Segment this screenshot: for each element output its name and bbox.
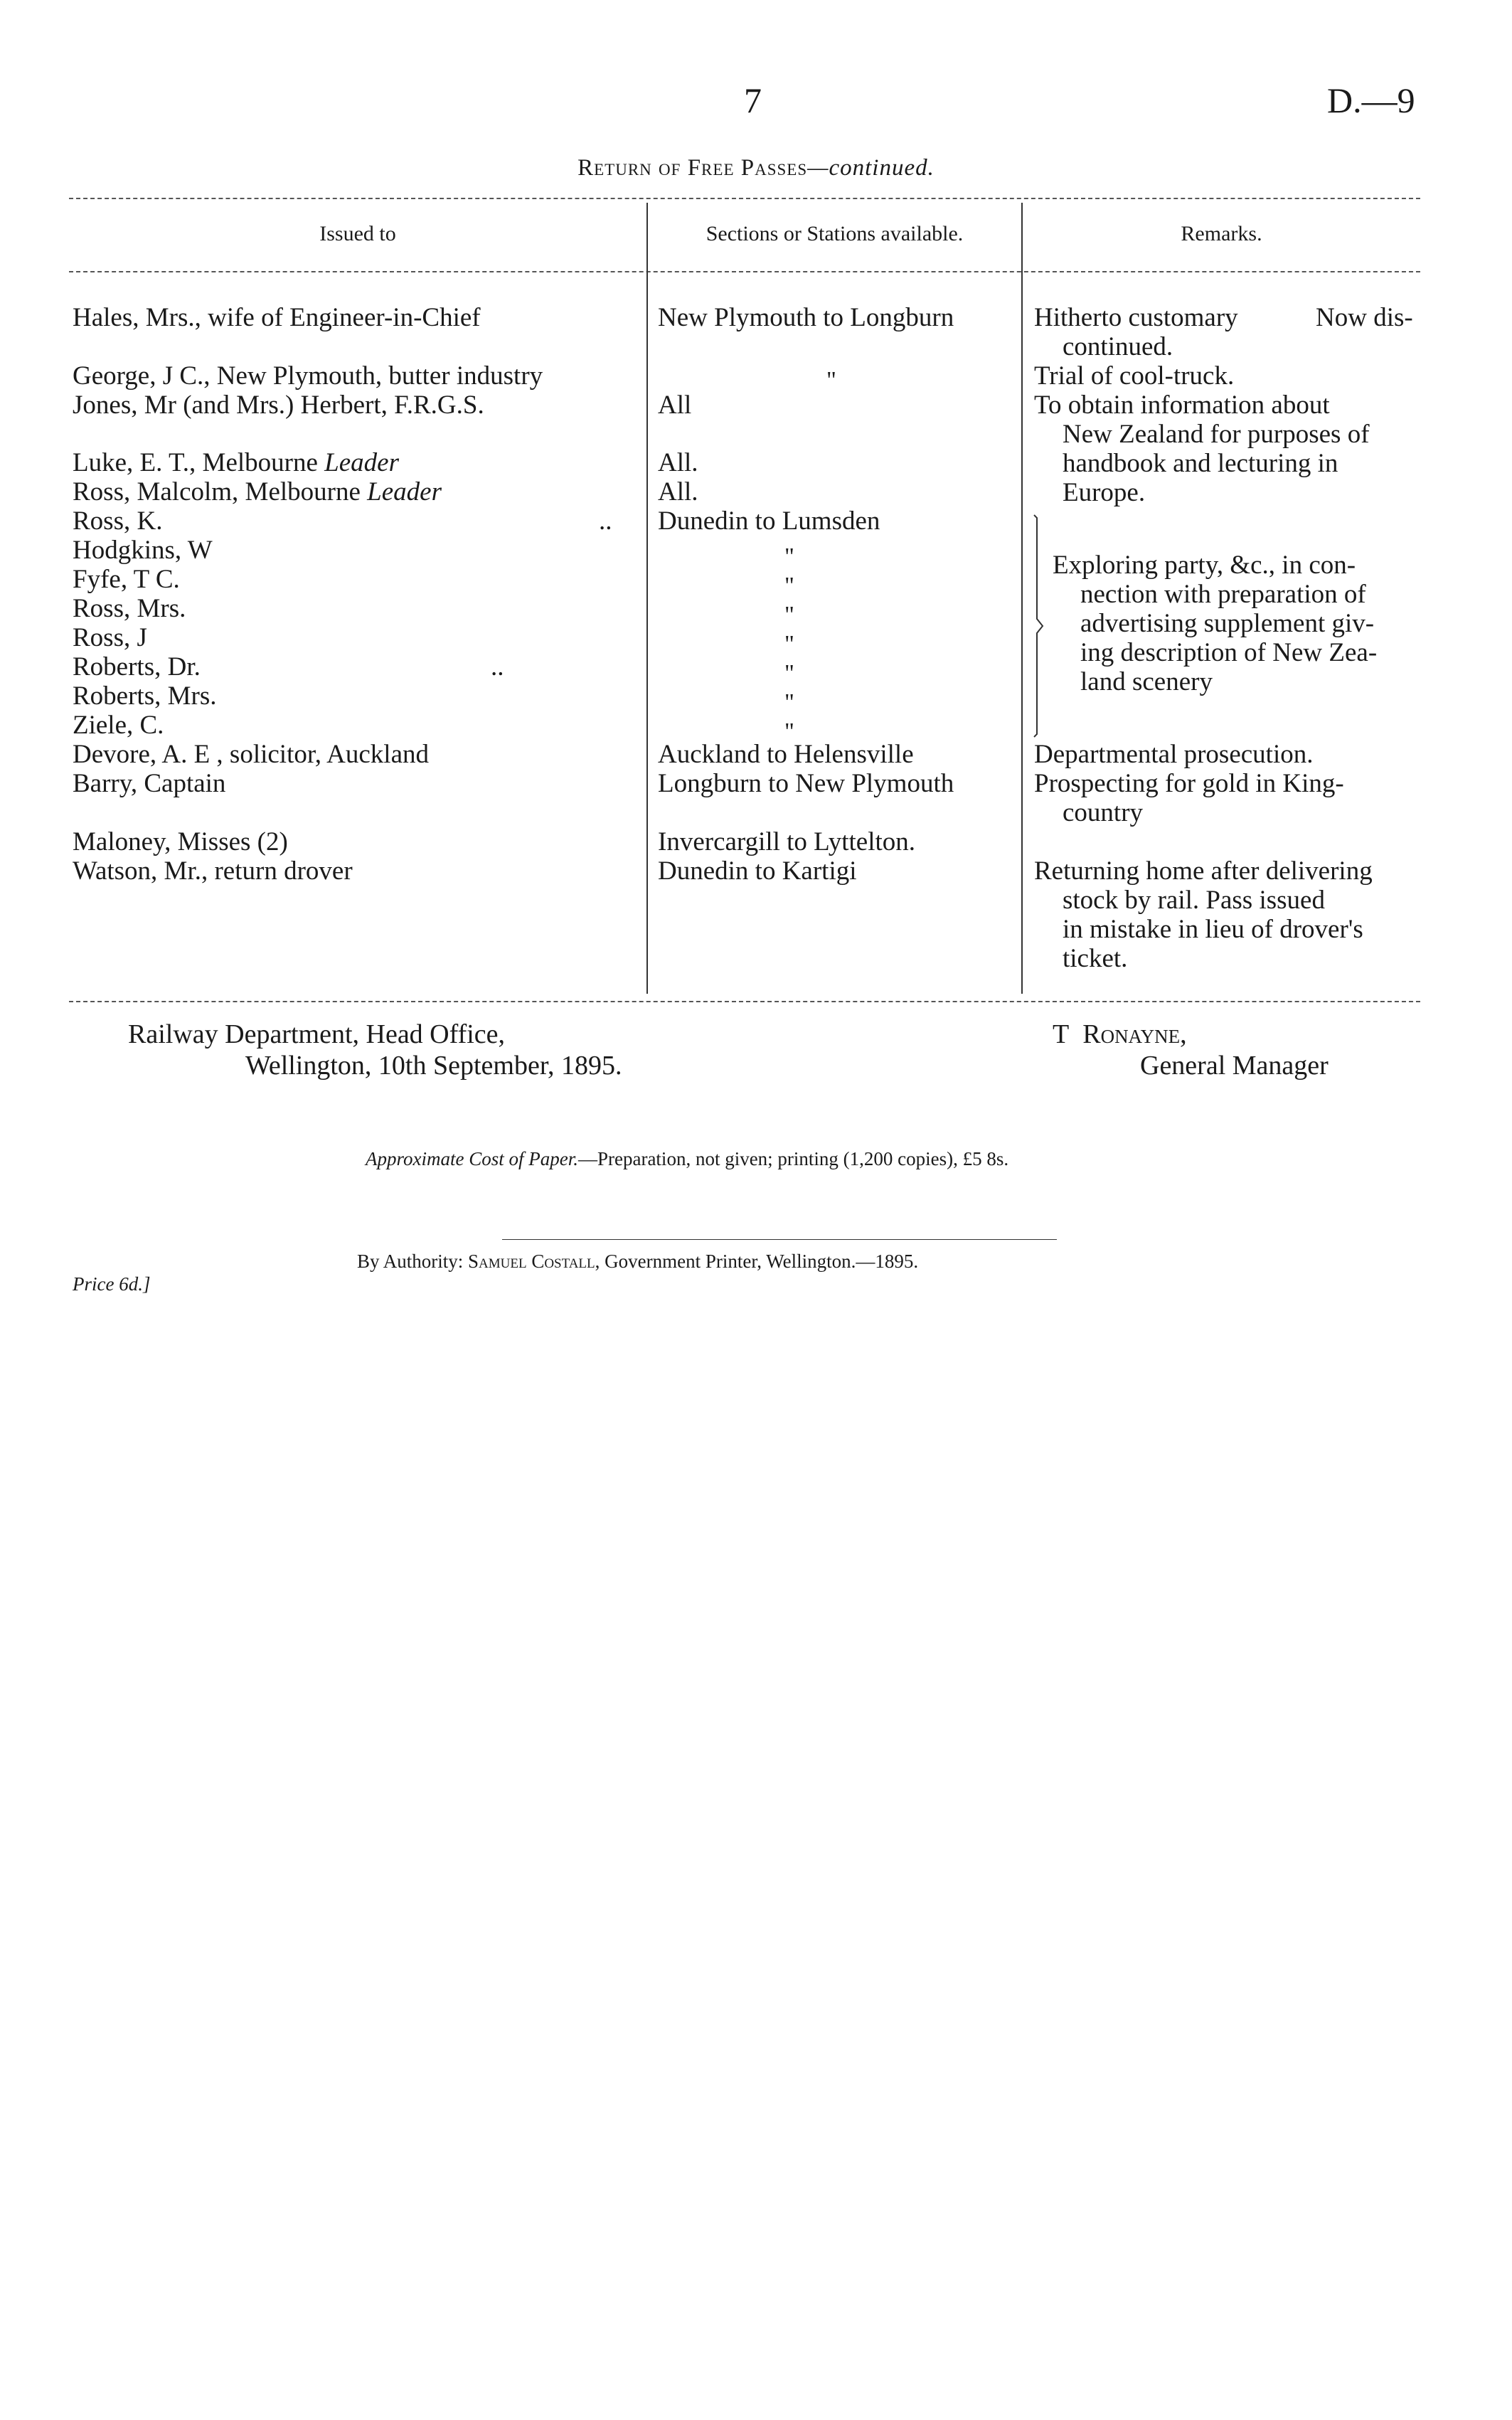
page-title	[0, 155, 1512, 181]
table-bottom-rule	[69, 1001, 1420, 1002]
table-row-name: Ross, J	[73, 623, 147, 652]
ditto-mark: "	[826, 367, 836, 393]
remark-text: ticket.	[1063, 944, 1128, 973]
table-header-rule	[69, 271, 1420, 272]
table-row-name: Luke, E. T., Melbourne Leader	[73, 448, 399, 477]
table-row-name: Devore, A. E , solicitor, Auckland	[73, 740, 429, 769]
ditto-mark: "	[784, 718, 794, 745]
ditto-mark: "	[784, 660, 794, 686]
ditto-mark: "	[784, 689, 794, 716]
column-header-issued-to: Issued to	[319, 222, 396, 245]
remark-text: Prospecting for gold in King-	[1034, 769, 1344, 798]
table-row-name: Roberts, Mrs.	[73, 681, 217, 711]
column-divider-2	[1021, 203, 1023, 994]
table-row-name: Jones, Mr (and Mrs.) Herbert, F.R.G.S.	[73, 391, 484, 420]
table-row-name: Watson, Mr., return drover	[73, 856, 353, 886]
remark-text: To obtain information about	[1034, 391, 1330, 420]
department-line-2: Wellington, 10th September, 1895.	[245, 1051, 622, 1081]
table-row-section: New Plymouth to Longburn	[658, 303, 954, 332]
table-row-name: Barry, Captain	[73, 769, 226, 798]
table-row-name: Fyfe, T C.	[73, 565, 180, 594]
table-row-name: Ross, Malcolm, Melbourne Leader	[73, 477, 442, 506]
grouping-brace	[1028, 512, 1057, 740]
remark-text: country	[1063, 798, 1144, 827]
remark-text: Now dis-	[1316, 303, 1413, 332]
remark-text: advertising supplement giv-	[1080, 609, 1375, 638]
document-reference: D.—9	[1327, 80, 1415, 120]
column-header-sections: Sections or Stations available.	[706, 222, 964, 245]
table-row-section: Longburn to New Plymouth	[658, 769, 954, 798]
table-row-name: Maloney, Misses (2)	[73, 827, 288, 856]
page-number: 7	[744, 80, 762, 120]
column-divider-1	[646, 203, 648, 994]
remark-text: continued.	[1063, 332, 1173, 361]
remark-text: Returning home after delivering	[1034, 856, 1373, 886]
table-row-section: Auckland to Helensville	[658, 740, 914, 769]
remark-text: stock by rail. Pass issued	[1063, 886, 1325, 915]
remark-text: in mistake in lieu of drover's	[1063, 915, 1363, 944]
printer-authority: By Authority: Samuel Costall, Government Printer, Wellington.—1895.	[357, 1251, 919, 1272]
remark-text: nection with preparation of	[1080, 580, 1366, 609]
remark-text: Trial of cool-truck.	[1034, 361, 1235, 391]
ditto-mark: "	[784, 602, 794, 628]
table-row-name: Hales, Mrs., wife of Engineer-in-Chief	[73, 303, 481, 332]
signer-name: T Ronayne,	[1053, 1019, 1187, 1049]
ditto-mark: "	[784, 573, 794, 599]
table-row-name: George, J C., New Plymouth, butter industry	[73, 361, 543, 391]
column-header-remarks: Remarks.	[1181, 222, 1262, 245]
ditto-mark: "	[784, 543, 794, 570]
table-row-name: Ziele, C.	[73, 711, 164, 740]
remark-text: handbook and lecturing in	[1063, 449, 1338, 478]
remark-text: ing description of New Zea-	[1080, 638, 1378, 667]
authority-rule	[502, 1239, 1057, 1240]
cost-note: Approximate Cost of Paper.—Preparation, not given; printing (1,200 copies), £5 8s.	[366, 1148, 1009, 1169]
title-main: Return of Free Passes	[577, 155, 808, 181]
table-row-section: All	[658, 391, 692, 420]
table-row-name: Roberts, Dr.	[73, 652, 201, 681]
remark-text: New Zealand for purposes of	[1063, 420, 1370, 449]
signer-title: General Manager	[1140, 1051, 1329, 1081]
remark-text: Hitherto customary	[1034, 303, 1238, 332]
table-row-section: Invercargill to Lyttelton.	[658, 827, 916, 856]
table-row-section: All.	[658, 448, 698, 477]
table-row-section: All.	[658, 477, 698, 506]
dot-leader: ..	[491, 652, 504, 681]
remark-text: Exploring party, &c., in con-	[1053, 551, 1356, 580]
department-line-1: Railway Department, Head Office,	[128, 1019, 506, 1049]
table-top-rule	[69, 198, 1420, 199]
remark-text: Europe.	[1063, 478, 1146, 507]
table-row-name: Ross, Mrs.	[73, 594, 186, 623]
remark-text: land scenery	[1080, 667, 1213, 696]
dot-leader: ..	[599, 506, 612, 536]
table-row-name: Hodgkins, W	[73, 536, 213, 565]
table-row-section: Dunedin to Kartigi	[658, 856, 857, 886]
remark-text: Departmental prosecution.	[1034, 740, 1314, 769]
table-row-name: Ross, K.	[73, 506, 163, 536]
price-note: Price 6d.]	[73, 1273, 151, 1295]
title-suffix: —continued.	[807, 155, 935, 181]
table-row-section: Dunedin to Lumsden	[658, 506, 880, 536]
ditto-mark: "	[784, 631, 794, 657]
